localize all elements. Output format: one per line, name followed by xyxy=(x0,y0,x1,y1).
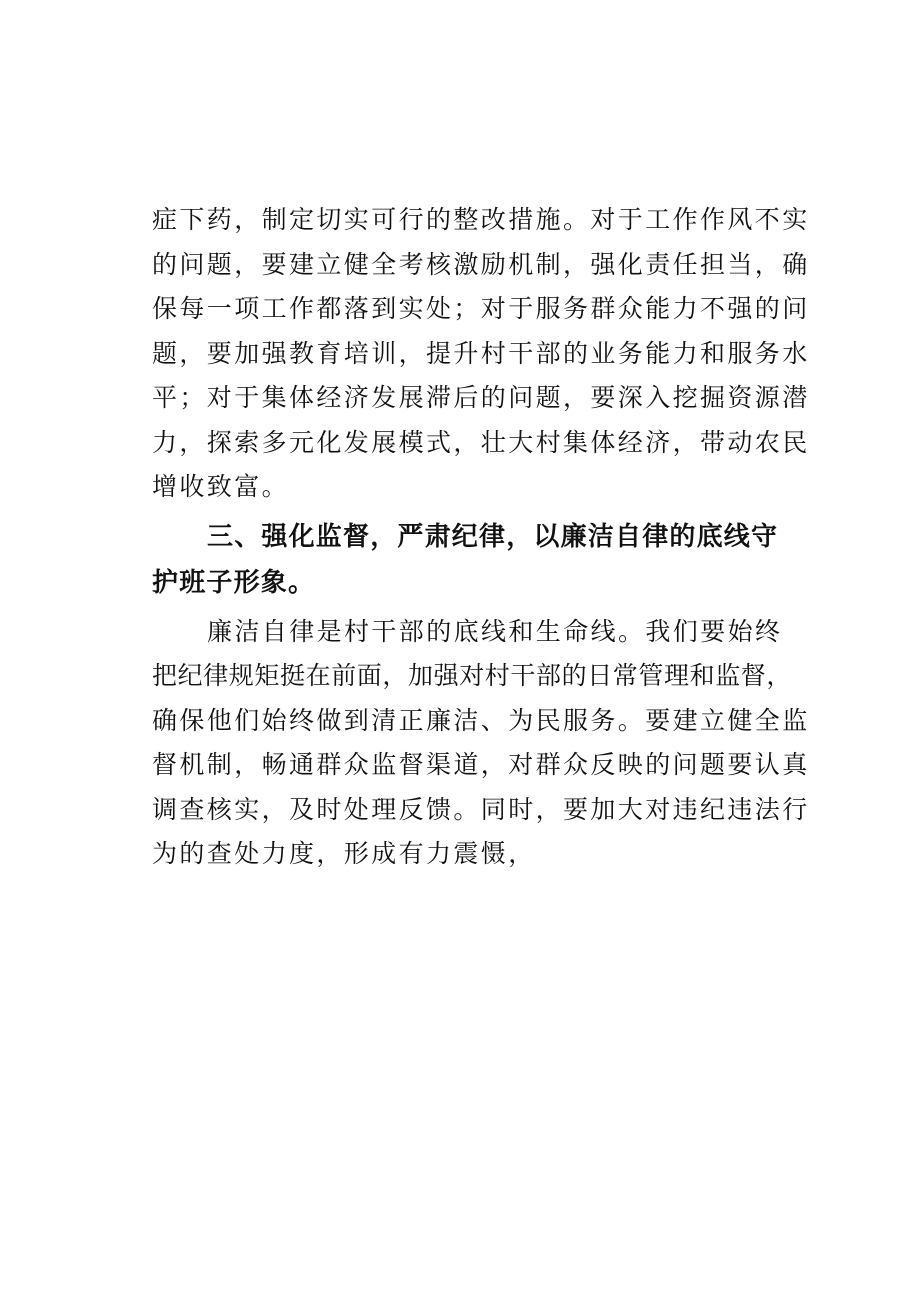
text-line: 确保他们始终做到清正廉洁、为民服务。要建立健全监 xyxy=(152,705,810,735)
section-heading xyxy=(152,514,779,606)
text-line: 力，探索多元化发展模式，壮大村集体经济，带动农民 xyxy=(152,427,810,457)
text-line: 增收致富。 xyxy=(152,472,290,501)
text-line: 的问题，要建立健全考核激励机制，强化责任担当，确 xyxy=(152,249,810,279)
text-line: 症下药，制定切实可行的整改措施。对于工作作风不实 xyxy=(152,205,810,234)
document-body xyxy=(152,198,810,877)
text-line: 廉洁自律是村干部的底线和生命线。我们要始终 xyxy=(207,616,783,646)
text-line: 题，要加强教育培训，提升村干部的业务能力和服务水 xyxy=(152,338,810,368)
heading-line: 三、强化监督，严肃纪律，以廉洁自律的底线守 xyxy=(207,521,779,552)
text-line: 为的查处力度，形成有力震慑， xyxy=(152,839,536,868)
body-paragraph-rectification xyxy=(152,198,810,510)
body-paragraph-integrity xyxy=(152,610,810,877)
text-line: 督机制，畅通群众监督渠道，对群众反映的问题要认真 xyxy=(152,750,810,779)
text-line: 把纪律规矩挺在前面，加强对村干部的日常管理和监督， xyxy=(152,661,793,690)
text-line: 调查核实，及时处理反馈。同时，要加大对违纪违法行 xyxy=(152,794,810,824)
heading-line: 护班子形象。 xyxy=(152,567,316,598)
text-line: 保每一项工作都落到实处；对于服务群众能力不强的问 xyxy=(152,294,810,323)
text-line: 平；对于集体经济发展滞后的问题，要深入挖掘资源潜 xyxy=(152,383,810,412)
